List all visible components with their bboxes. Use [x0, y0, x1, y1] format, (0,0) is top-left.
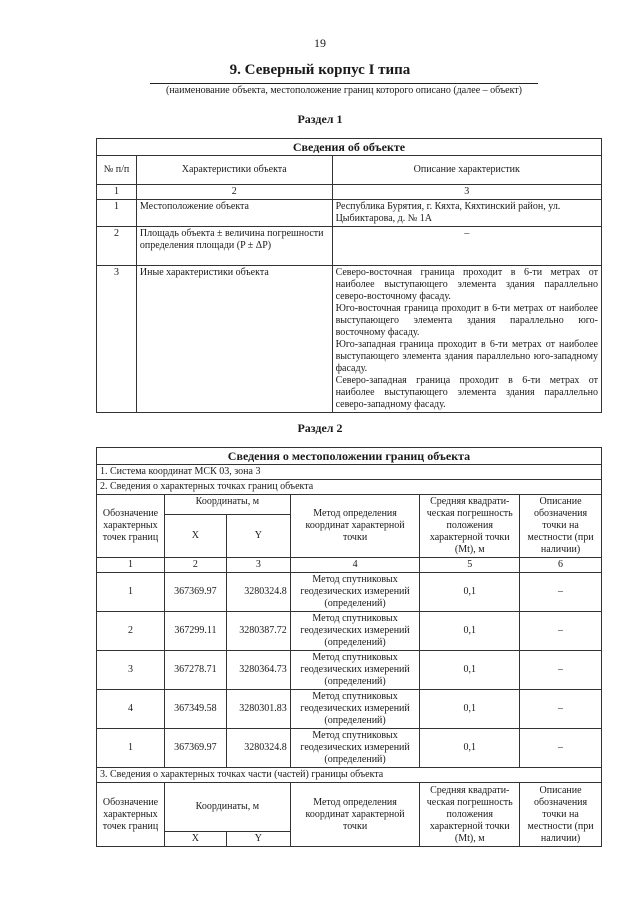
row-name: Площадь объекта ± величина погрешности определения площади (P ± ΔP): [136, 227, 332, 266]
row-num: 1: [97, 200, 137, 227]
point-y: 3280364.73: [226, 651, 290, 690]
header-num: № п/п: [97, 156, 137, 185]
table-row: [97, 227, 602, 266]
point-desc: –: [520, 573, 602, 612]
object-info-table: [96, 138, 602, 413]
point-method: Метод спутниковых геодезических измерений (определений): [290, 729, 420, 768]
point-error: 0,1: [420, 573, 520, 612]
row-num: 2: [97, 227, 137, 266]
header-point: Обозначение характерных точек границ: [97, 783, 165, 847]
section2-heading: Раздел 2: [297, 421, 343, 435]
col-number: 2: [136, 185, 332, 200]
boundary-table: [96, 447, 602, 847]
point-method: Метод спутниковых геодезических измерений (определений): [290, 612, 420, 651]
row-num: 3: [97, 266, 137, 413]
col-number: 4: [290, 558, 420, 573]
row-name: Местоположение объекта: [136, 200, 332, 227]
subheading-points: 2. Сведения о характерных точках границ объекта: [97, 480, 602, 495]
table-row: [97, 266, 602, 413]
point-x: 367299.11: [164, 612, 226, 651]
point-y: 3280387.72: [226, 612, 290, 651]
col-number: 3: [226, 558, 290, 573]
point-y: 3280324.8: [226, 573, 290, 612]
point-id: 1: [97, 729, 165, 768]
header-desc: Описание обозначения точки на местности (при наличии): [520, 783, 602, 847]
section1-heading: Раздел 1: [297, 112, 343, 126]
coord-system: 1. Система координат МСК 03, зона 3: [97, 465, 602, 480]
row-desc: Республика Бурятия, г. Кяхта, Кяхтинский район, ул. Цыбиктарова, д. № 1А: [332, 200, 601, 227]
point-method: Метод спутниковых геодезических измерений (определений): [290, 573, 420, 612]
header-y: Y: [226, 832, 290, 847]
row-desc: [332, 266, 601, 413]
header-description: Описание характеристик: [332, 156, 601, 185]
header-y: Y: [226, 515, 290, 558]
header-error: Средняя квадрати-ческая погрешность положения характерной точки (Mt), м: [420, 783, 520, 847]
table-row: [97, 651, 602, 690]
point-x: 367349.58: [164, 690, 226, 729]
point-y: 3280301.83: [226, 690, 290, 729]
point-x: 367369.97: [164, 729, 226, 768]
point-error: 0,1: [420, 729, 520, 768]
point-id: 3: [97, 651, 165, 690]
page-number: 19: [314, 36, 326, 50]
subheading-parts: 3. Сведения о характерных точках части (частей) границы объекта: [97, 768, 602, 783]
table-row: [97, 729, 602, 768]
table-row: [97, 200, 602, 227]
header-x: X: [164, 515, 226, 558]
col-number: 1: [97, 185, 137, 200]
point-x: 367369.97: [164, 573, 226, 612]
header-x: X: [164, 832, 226, 847]
desc-paragraph: Северо-западная граница проходит в 6-ти метрах от наиболее выступающего элемента здания параллельно северо-западному фасаду.: [335, 375, 598, 410]
desc-paragraph: Северо-восточная граница проходит в 6-ти метрах от наиболее выступающего элемента здания параллельно северо-восточному фасаду.: [335, 267, 598, 302]
point-id: 1: [97, 573, 165, 612]
row-desc: –: [332, 227, 601, 266]
object-title: 9. Северный корпус I типа: [229, 62, 411, 78]
header-point: Обозначение характерных точек границ: [97, 495, 165, 558]
row-name: Иные характеристики объекта: [136, 266, 332, 413]
header-error: Средняя квадрати-ческая погрешность положения характерной точки (Mt), м: [420, 495, 520, 558]
boundary-table-title: Сведения о местоположении границ объекта: [97, 448, 602, 465]
object-subtitle: (наименование объекта, местоположение границ которого описано (далее – объект): [150, 83, 538, 96]
point-method: Метод спутниковых геодезических измерений (определений): [290, 651, 420, 690]
col-number: 6: [520, 558, 602, 573]
header-desc: Описание обозначения точки на местности (при наличии): [520, 495, 602, 558]
point-error: 0,1: [420, 690, 520, 729]
point-desc: –: [520, 612, 602, 651]
point-desc: –: [520, 651, 602, 690]
object-info-table-title: Сведения об объекте: [97, 139, 602, 156]
header-method: Метод определения координат характерной точки: [290, 783, 420, 847]
header-coords: Координаты, м: [164, 495, 290, 515]
col-number: 2: [164, 558, 226, 573]
point-x: 367278.71: [164, 651, 226, 690]
desc-paragraph: Юго-восточная граница проходит в 6-ти метрах от наиболее выступающего элемента здания параллельно юго-восточному фасаду.: [335, 303, 598, 338]
point-method: Метод спутниковых геодезических измерений (определений): [290, 690, 420, 729]
table-row: [97, 690, 602, 729]
point-error: 0,1: [420, 612, 520, 651]
table-row: [97, 612, 602, 651]
col-number: 3: [332, 185, 601, 200]
col-number: 5: [420, 558, 520, 573]
point-desc: –: [520, 690, 602, 729]
desc-paragraph: Юго-западная граница проходит в 6-ти метрах от наиболее выступающего элемента здания параллельно юго-западному фасаду.: [335, 339, 598, 374]
point-id: 4: [97, 690, 165, 729]
header-method: Метод определения координат характерной точки: [290, 495, 420, 558]
point-error: 0,1: [420, 651, 520, 690]
point-id: 2: [97, 612, 165, 651]
table-row: [97, 573, 602, 612]
point-desc: –: [520, 729, 602, 768]
col-number: 1: [97, 558, 165, 573]
point-y: 3280324.8: [226, 729, 290, 768]
header-coords: Координаты, м: [164, 783, 290, 832]
header-characteristics: Характеристики объекта: [136, 156, 332, 185]
